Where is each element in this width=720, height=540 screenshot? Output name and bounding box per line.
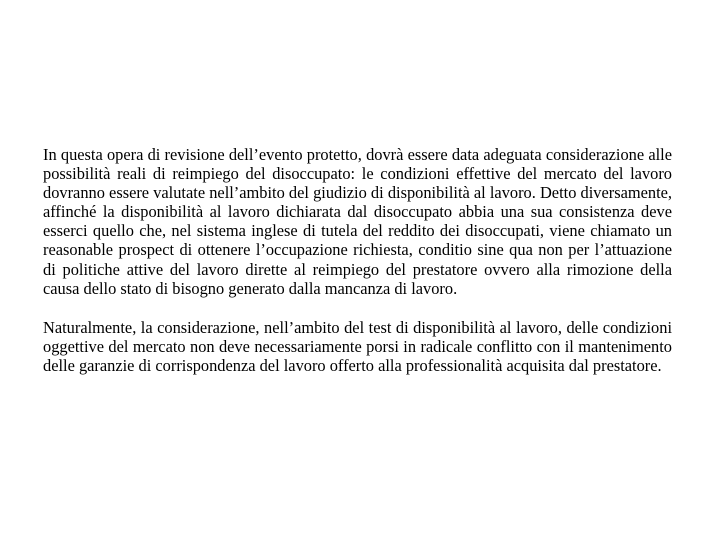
text-body bbox=[43, 145, 672, 375]
paragraph-1: In questa opera di revisione dell’evento protetto, dovrà essere data adeguata considerazione alle possibilità reali di reimpiego del disoccupato: le condizioni effettive del mercato del lavoro dovranno essere valutate nell’ambito del giudizio di disponibilità al lavoro. Detto diversamente, affinché la disponibilità al lavoro dichiarata dal disoccupato abbia una sua consistenza deve esserci quello che, nel sistema inglese di tutela del reddito dei disoccupati, viene chiamato un reasonable prospect di ottenere l’occupazione richiesta, conditio sine qua non per l’attuazione di politiche attive del lavoro dirette al reimpiego del prestatore ovvero alla rimozione della causa dello stato di bisogno generato dalla mancanza di lavoro. bbox=[43, 145, 672, 298]
paragraph-2: Naturalmente, la considerazione, nell’ambito del test di disponibilità al lavoro, delle condizioni oggettive del mercato non deve necessariamente porsi in radicale conflitto con il mantenimento delle garanzie di corrispondenza del lavoro offerto alla professionalità acquisita dal prestatore. bbox=[43, 317, 672, 375]
